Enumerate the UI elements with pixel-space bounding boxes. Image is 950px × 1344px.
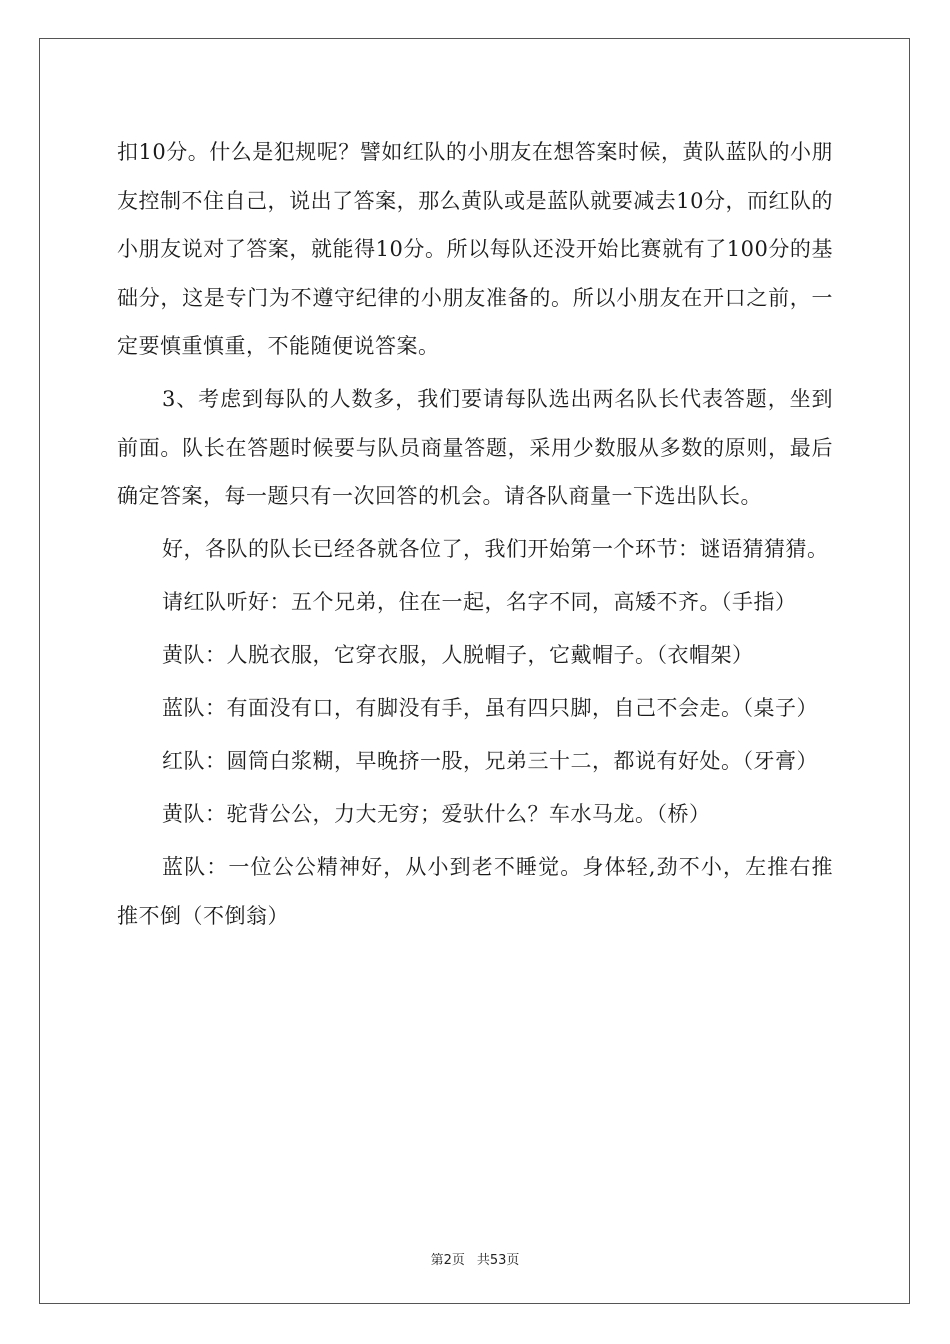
paragraph: 红队：圆筒白浆糊，早晚挤一股，兄弟三十二，都说有好处。（牙膏） [162,749,818,773]
paragraph: 好，各队的队长已经各就各位了，我们开始第一个环节：谜语猜猜猜。 [162,537,829,561]
paragraph: 扣10分。什么是犯规呢？譬如红队的小朋友在想答案时候，黄队蓝队的小朋友控制不住自己，说出了答案，那么黄队或是蓝队就要减去10分，而红队的小朋友说对了答案，就能得10分。所以每队还没开始比赛就有了100分的基础分，这是专门为不遵守纪律的小朋友准备的。所以小朋友在开口之前，一定要慎重慎重，不能随便说答案。 [117,140,833,358]
paragraph: 蓝队：一位公公精神好，从小到老不睡觉。身体轻,劲不小，左推右推推不倒（不倒翁） [117,855,833,928]
document-body [117,128,833,945]
paragraph: 蓝队：有面没有口，有脚没有手，虽有四只脚，自己不会走。（桌子） [162,696,818,720]
total-pages: 共53页 [476,1253,520,1268]
paragraph: 黄队：人脱衣服，它穿衣服，人脱帽子，它戴帽子。（衣帽架） [162,643,754,667]
paragraph: 黄队：驼背公公，力大无穷；爱驮什么？车水马龙。（桥） [162,802,711,826]
page-footer [0,1249,950,1268]
page-number: 第2页 [430,1253,465,1268]
paragraph: 3、考虑到每队的人数多，我们要请每队选出两名队长代表答题，坐到前面。队长在答题时候要与队员商量答题，采用少数服从多数的原则，最后确定答案，每一题只有一次回答的机会。请各队商量一下选出队长。 [117,387,833,508]
paragraph: 请红队听好：五个兄弟，住在一起，名字不同，高矮不齐。（手指） [162,590,797,614]
